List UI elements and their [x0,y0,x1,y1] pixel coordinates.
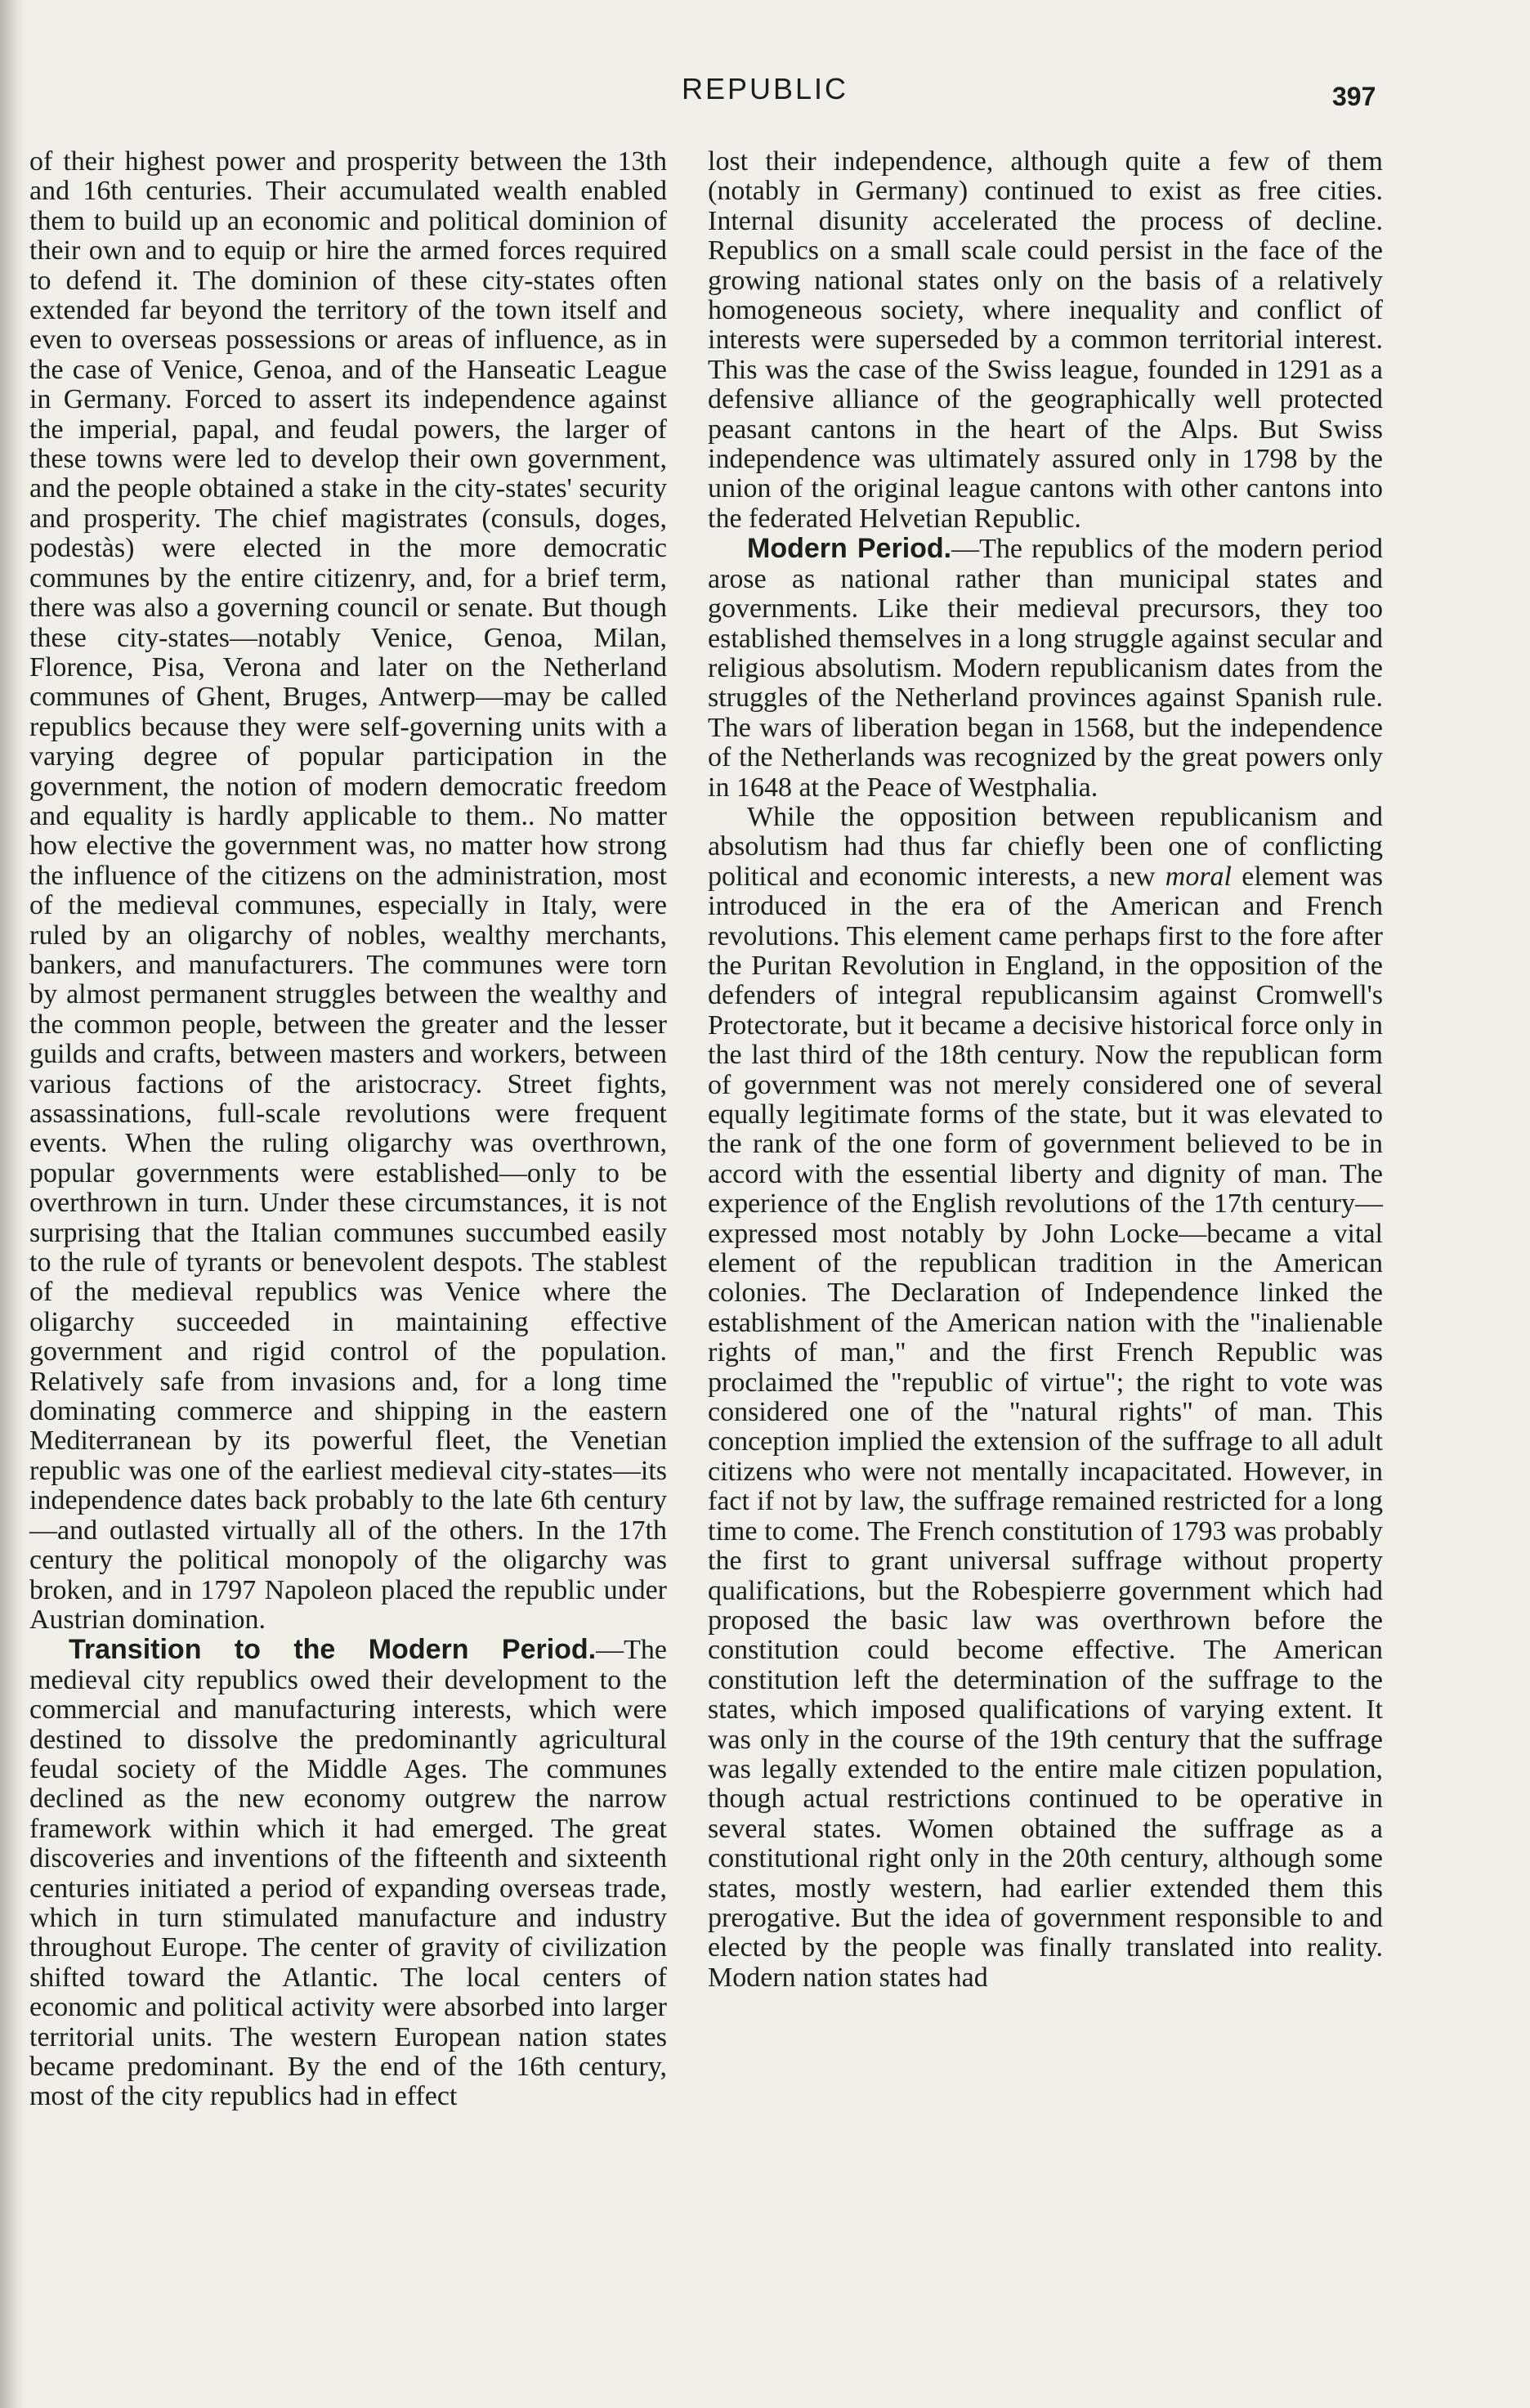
right-column [708,147,1383,1993]
section-heading-modern-period: Modern Period. [747,533,952,565]
paragraph-modern-period [708,534,1383,803]
page-edge-shadow [0,0,25,2408]
section-heading-transition: Transition to the Modern Period. [69,1634,597,1666]
paragraph-transition [29,1635,667,2112]
paragraph-decline: lost their independence, although quite a few of them (notably in Germany) continued to exist as free cities. Internal disunity accelerated the process of decline. Republics on a small scale could persist in the face of the growing national states only on the basis of a relatively homogeneous society, where inequality and conflict of interests were superseded by a common territorial interest. This was the case of the Swiss league, founded in 1291 as a defensive alliance of the geographically well protected peasant cantons in the heart of the Alps. But Swiss independence was ultimately assured only in 1798 by the union of the original league cantons with other cantons into the federated Helvetian Republic. [708,146,1383,534]
emphasis-moral: moral [1165,861,1232,892]
running-head: REPUBLIC [681,72,849,105]
paragraph-text: While the opposition between republicanism and absolutism had thus far chiefly been one of conflicting political and economic interests, a new [708,801,1383,892]
left-column [29,147,667,2112]
paragraph-text: —The republics of the modern period arose as national rather than municipal states and governments. Like their medieval precursors, they too established themselves in a long struggle against secular and religious absolutism. Modern republicanism dates from the struggles of the Netherland provinces against Spanish rule. The wars of liberation began in 1568, but the independence of the Netherlands was recognized by the great powers only in 1648 at the Peace of Westphalia. [708,534,1383,803]
paragraph-moral-element [708,803,1383,1993]
page-number: 397 [1332,82,1376,111]
paragraph-text: element was introduced in the era of the American and French revolutions. This element came perhaps first to the fore after the Puritan Revolution in England, in the opposition of the defenders of integral republicansim against Cromwell's Protectorate, but it became a decisive historical force only in the last third of the 18th century. Now the republican form of government was not merely considered one of several equally legitimate forms of the state, but it was elevated to the rank of the one form of government believed to be in accord with the essential liberty and dignity of man. The experience of the English revolutions of the 17th century—expressed most notably by John Locke—became a vital element of the republican tradition in the American colonies. The Declaration of Independence linked the establishment of the American nation with the "inalienable rights of man," and the first French Republic was proclaimed the "republic of virtue"; the right to vote was considered one of the "natural rights" of man. This conception implied the extension of the suffrage to all adult citizens who were not mentally incapacitated. However, in fact if not by law, the suffrage remained restricted for a long time to come. The French constitution of 1793 was probably the first to grant universal suffrage without property qualifications, but the Robespierre government which had proposed the basic law was overthrown before the constitution could become effective. The American constitution left the determination of the suffrage to the states, which imposed qualifications of varying extent. It was only in the course of the 19th century that the suffrage was legally extended to the entire male citizen population, though actual restrictions continued to be operative in several states. Women obtained the suffrage as a constitutional right only in the 20th century, although some states, mostly western, had earlier extended them this prerogative. But the idea of government responsible to and elected by the people was finally translated into reality. Modern nation states had [708,861,1384,1993]
paragraph-text: —The medieval city republics owed their development to the commercial and manufacturing interests, which were destined to dissolve the predominantly agricultural feudal society of the Middle Ages. The communes declined as the new economy outgrew the narrow framework within which it had emerged. The great discoveries and inventions of the fifteenth and sixteenth centuries initiated a period of expanding overseas trade, which in turn stimulated manufacture and industry throughout Europe. The center of gravity of civilization shifted toward the Atlantic. The local centers of economic and political activity were absorbed into larger territorial units. The western European nation states became predominant. By the end of the 16th century, most of the city republics had in effect [29,1635,667,2112]
paragraph-medieval-city-states: of their highest power and prosperity between the 13th and 16th centuries. Their accumulated wealth enabled them to build up an economic and political dominion of their own and to equip or hire the armed forces required to defend it. The dominion of these city-states often extended far beyond the territory of the town itself and even to overseas possessions or areas of influence, as in the case of Venice, Genoa, and of the Hanseatic League in Germany. Forced to assert its independence against the imperial, papal, and feudal powers, the larger of these towns were led to develop their own government, and the people obtained a stake in the city-states' security and prosperity. The chief magistrates (consuls, doges, podestàs) were elected in the more democratic communes by the entire citizenry, and, for a brief term, there was also a governing council or senate. But though these city-states—notably Venice, Genoa, Milan, Florence, Pisa, Verona and later on the Netherland communes of Ghent, Bruges, Antwerp—may be called republics because they were self-governing units with a varying degree of popular participation in the government, the notion of modern democratic freedom and equality is hardly applicable to them.. No matter how elective the government was, no matter how strong the influence of the citizens on the administration, most of the medieval communes, especially in Italy, were ruled by an oligarchy of nobles, wealthy merchants, bankers, and manufacturers. The communes were torn by almost permanent struggles between the wealthy and the common people, between the greater and the lesser guilds and crafts, between masters and workers, between various factions of the aristocracy. Street fights, assassinations, full-scale revolutions were frequent events. When the ruling oligarchy was overthrown, popular governments were established—only to be overthrown in turn. Under these circumstances, it is not surprising that the Italian communes succumbed easily to the rule of tyrants or benevolent despots. The stablest of the medieval republics was Venice where the oligarchy succeeded in maintaining effective government and rigid control of the population. Relatively safe from invasions and, for a long time dominating commerce and shipping in the eastern Mediterranean by its powerful fleet, the Venetian republic was one of the earliest medieval city-states—its independence dates back probably to the late 6th century—and outlasted virtually all of the others. In the 17th century the political monopoly of the oligarchy was broken, and in 1797 Napoleon placed the republic under Austrian domination. [29,146,667,1635]
